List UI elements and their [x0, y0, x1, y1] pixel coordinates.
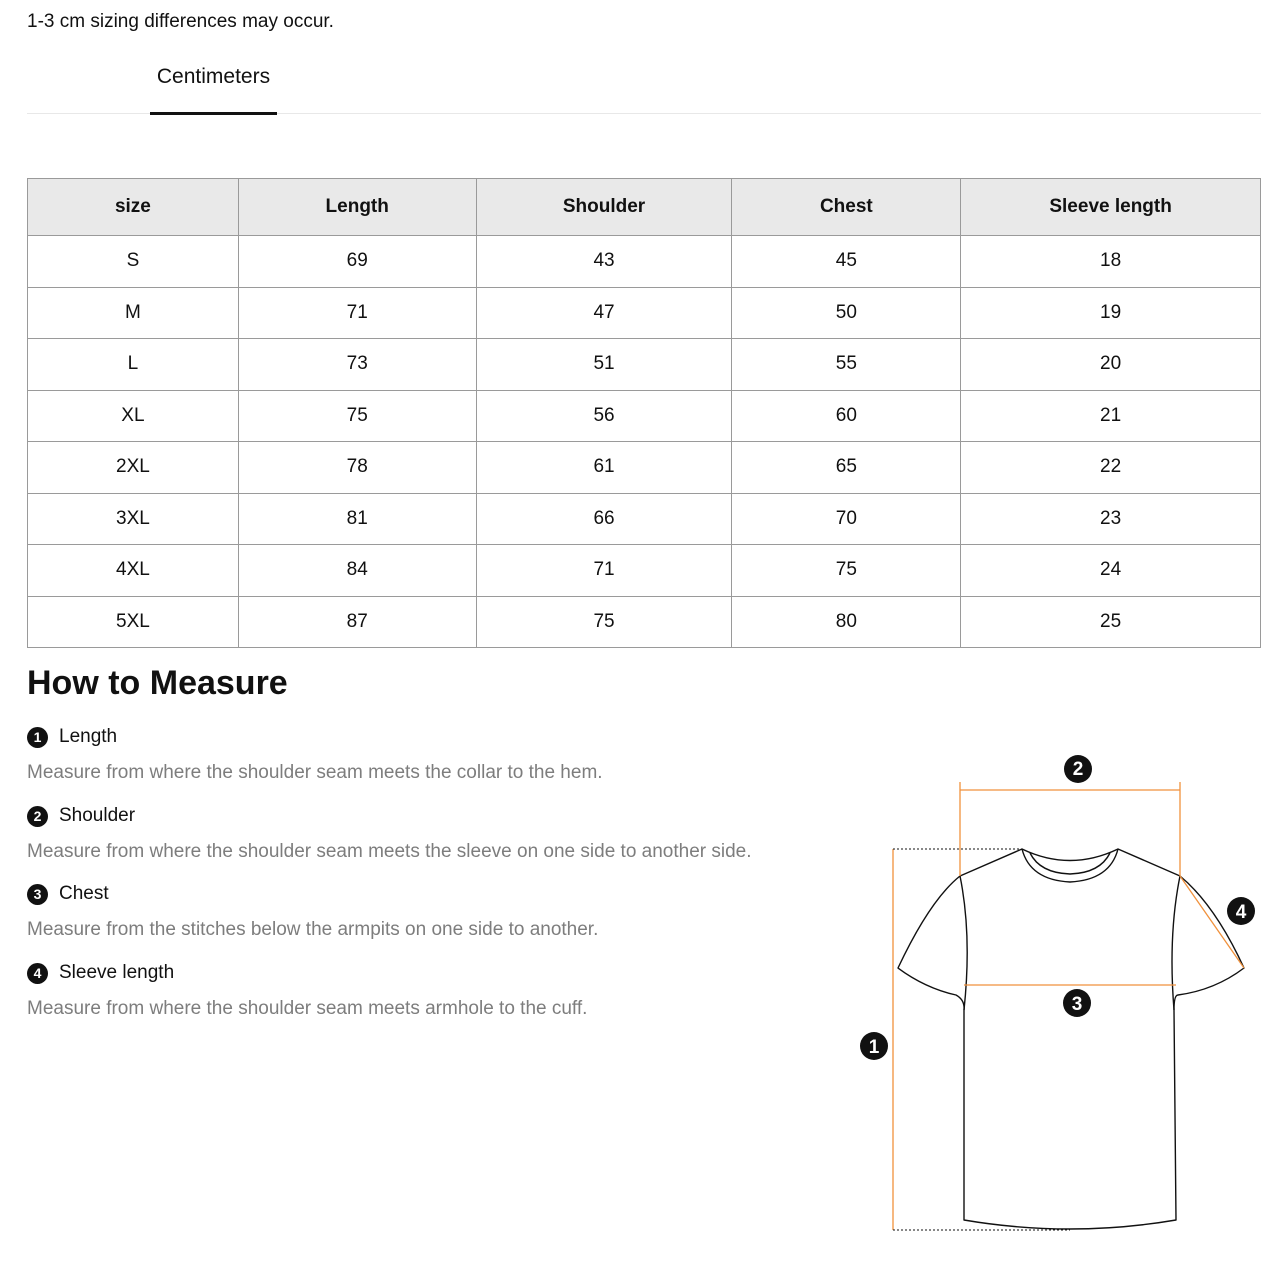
cell-size: 3XL	[28, 493, 239, 545]
header-chest: Chest	[732, 179, 961, 236]
guide-dotted-lines	[893, 849, 1070, 1230]
cell-length: 84	[238, 545, 476, 597]
marker-1-label: 1	[868, 1037, 880, 1058]
cell-sleeve-length: 22	[961, 442, 1261, 494]
cell-length: 69	[238, 236, 476, 288]
cell-size: 4XL	[28, 545, 239, 597]
header-size: size	[28, 179, 239, 236]
cell-sleeve-length: 24	[961, 545, 1261, 597]
cell-chest: 45	[732, 236, 961, 288]
number-3-icon: 3	[27, 884, 48, 905]
tab-label: Centimeters	[156, 65, 271, 88]
table-header-row	[28, 179, 1261, 236]
cell-length: 73	[238, 339, 476, 391]
table-row	[28, 545, 1261, 597]
measure-item-length	[27, 724, 603, 783]
cell-shoulder: 43	[476, 236, 732, 288]
measure-item-description: Measure from where the shoulder seam meets the collar to the hem.	[27, 762, 603, 783]
cell-sleeve-length: 21	[961, 390, 1261, 442]
cell-size: L	[28, 339, 239, 391]
cell-size: M	[28, 287, 239, 339]
table-row	[28, 236, 1261, 288]
cell-sleeve-length: 23	[961, 493, 1261, 545]
cell-chest: 50	[732, 287, 961, 339]
measure-item-name: Chest	[59, 883, 109, 904]
table-row	[28, 493, 1261, 545]
marker-4	[1227, 897, 1255, 925]
cell-sleeve-length: 19	[961, 287, 1261, 339]
cell-shoulder: 47	[476, 287, 732, 339]
number-4-icon: 4	[27, 963, 48, 984]
cell-size: S	[28, 236, 239, 288]
cell-sleeve-length: 20	[961, 339, 1261, 391]
unit-tabs	[27, 60, 1261, 114]
header-sleeve-length: Sleeve length	[961, 179, 1261, 236]
tshirt-diagram	[850, 740, 1270, 1250]
measure-item-name: Sleeve length	[59, 962, 175, 983]
cell-size: 5XL	[28, 596, 239, 648]
cell-chest: 65	[732, 442, 961, 494]
measure-item-description: Measure from where the shoulder seam meets the sleeve on one side to another side.	[27, 841, 752, 862]
cell-chest: 60	[732, 390, 961, 442]
cell-shoulder: 61	[476, 442, 732, 494]
marker-3	[1063, 989, 1091, 1017]
marker-1	[860, 1032, 888, 1060]
tab-active-indicator	[150, 112, 277, 115]
cell-shoulder: 75	[476, 596, 732, 648]
table-row	[28, 442, 1261, 494]
cell-shoulder: 71	[476, 545, 732, 597]
cell-chest: 75	[732, 545, 961, 597]
cell-size: XL	[28, 390, 239, 442]
header-shoulder: Shoulder	[476, 179, 732, 236]
cell-sleeve-length: 25	[961, 596, 1261, 648]
size-chart-table	[27, 178, 1261, 648]
cell-chest: 70	[732, 493, 961, 545]
marker-4-label: 4	[1235, 902, 1247, 923]
number-1-icon: 1	[27, 727, 48, 748]
table-row	[28, 390, 1261, 442]
cell-size: 2XL	[28, 442, 239, 494]
measure-item-chest	[27, 881, 599, 940]
marker-2	[1064, 755, 1092, 783]
table-row	[28, 339, 1261, 391]
sizing-note: 1-3 cm sizing differences may occur.	[27, 11, 334, 32]
cell-shoulder: 51	[476, 339, 732, 391]
measure-item-description: Measure from the stitches below the armpits on one side to another.	[27, 919, 599, 940]
cell-shoulder: 66	[476, 493, 732, 545]
cell-chest: 55	[732, 339, 961, 391]
cell-length: 71	[238, 287, 476, 339]
table-row	[28, 596, 1261, 648]
marker-3-label: 3	[1071, 994, 1083, 1015]
header-length: Length	[238, 179, 476, 236]
cell-length: 81	[238, 493, 476, 545]
measure-item-sleeve-length	[27, 960, 588, 1019]
tshirt-outline-icon	[898, 849, 1244, 1229]
marker-2-label: 2	[1072, 759, 1084, 780]
table-row	[28, 287, 1261, 339]
measure-item-shoulder	[27, 803, 752, 862]
how-to-measure-title: How to Measure	[27, 664, 288, 702]
cell-length: 87	[238, 596, 476, 648]
measure-item-name: Length	[59, 726, 118, 747]
cell-shoulder: 56	[476, 390, 732, 442]
cell-sleeve-length: 18	[961, 236, 1261, 288]
measure-item-description: Measure from where the shoulder seam meets armhole to the cuff.	[27, 998, 588, 1019]
cell-length: 75	[238, 390, 476, 442]
measure-item-name: Shoulder	[59, 805, 136, 826]
cell-length: 78	[238, 442, 476, 494]
tab-centimeters[interactable]	[150, 60, 277, 114]
number-2-icon: 2	[27, 806, 48, 827]
cell-chest: 80	[732, 596, 961, 648]
